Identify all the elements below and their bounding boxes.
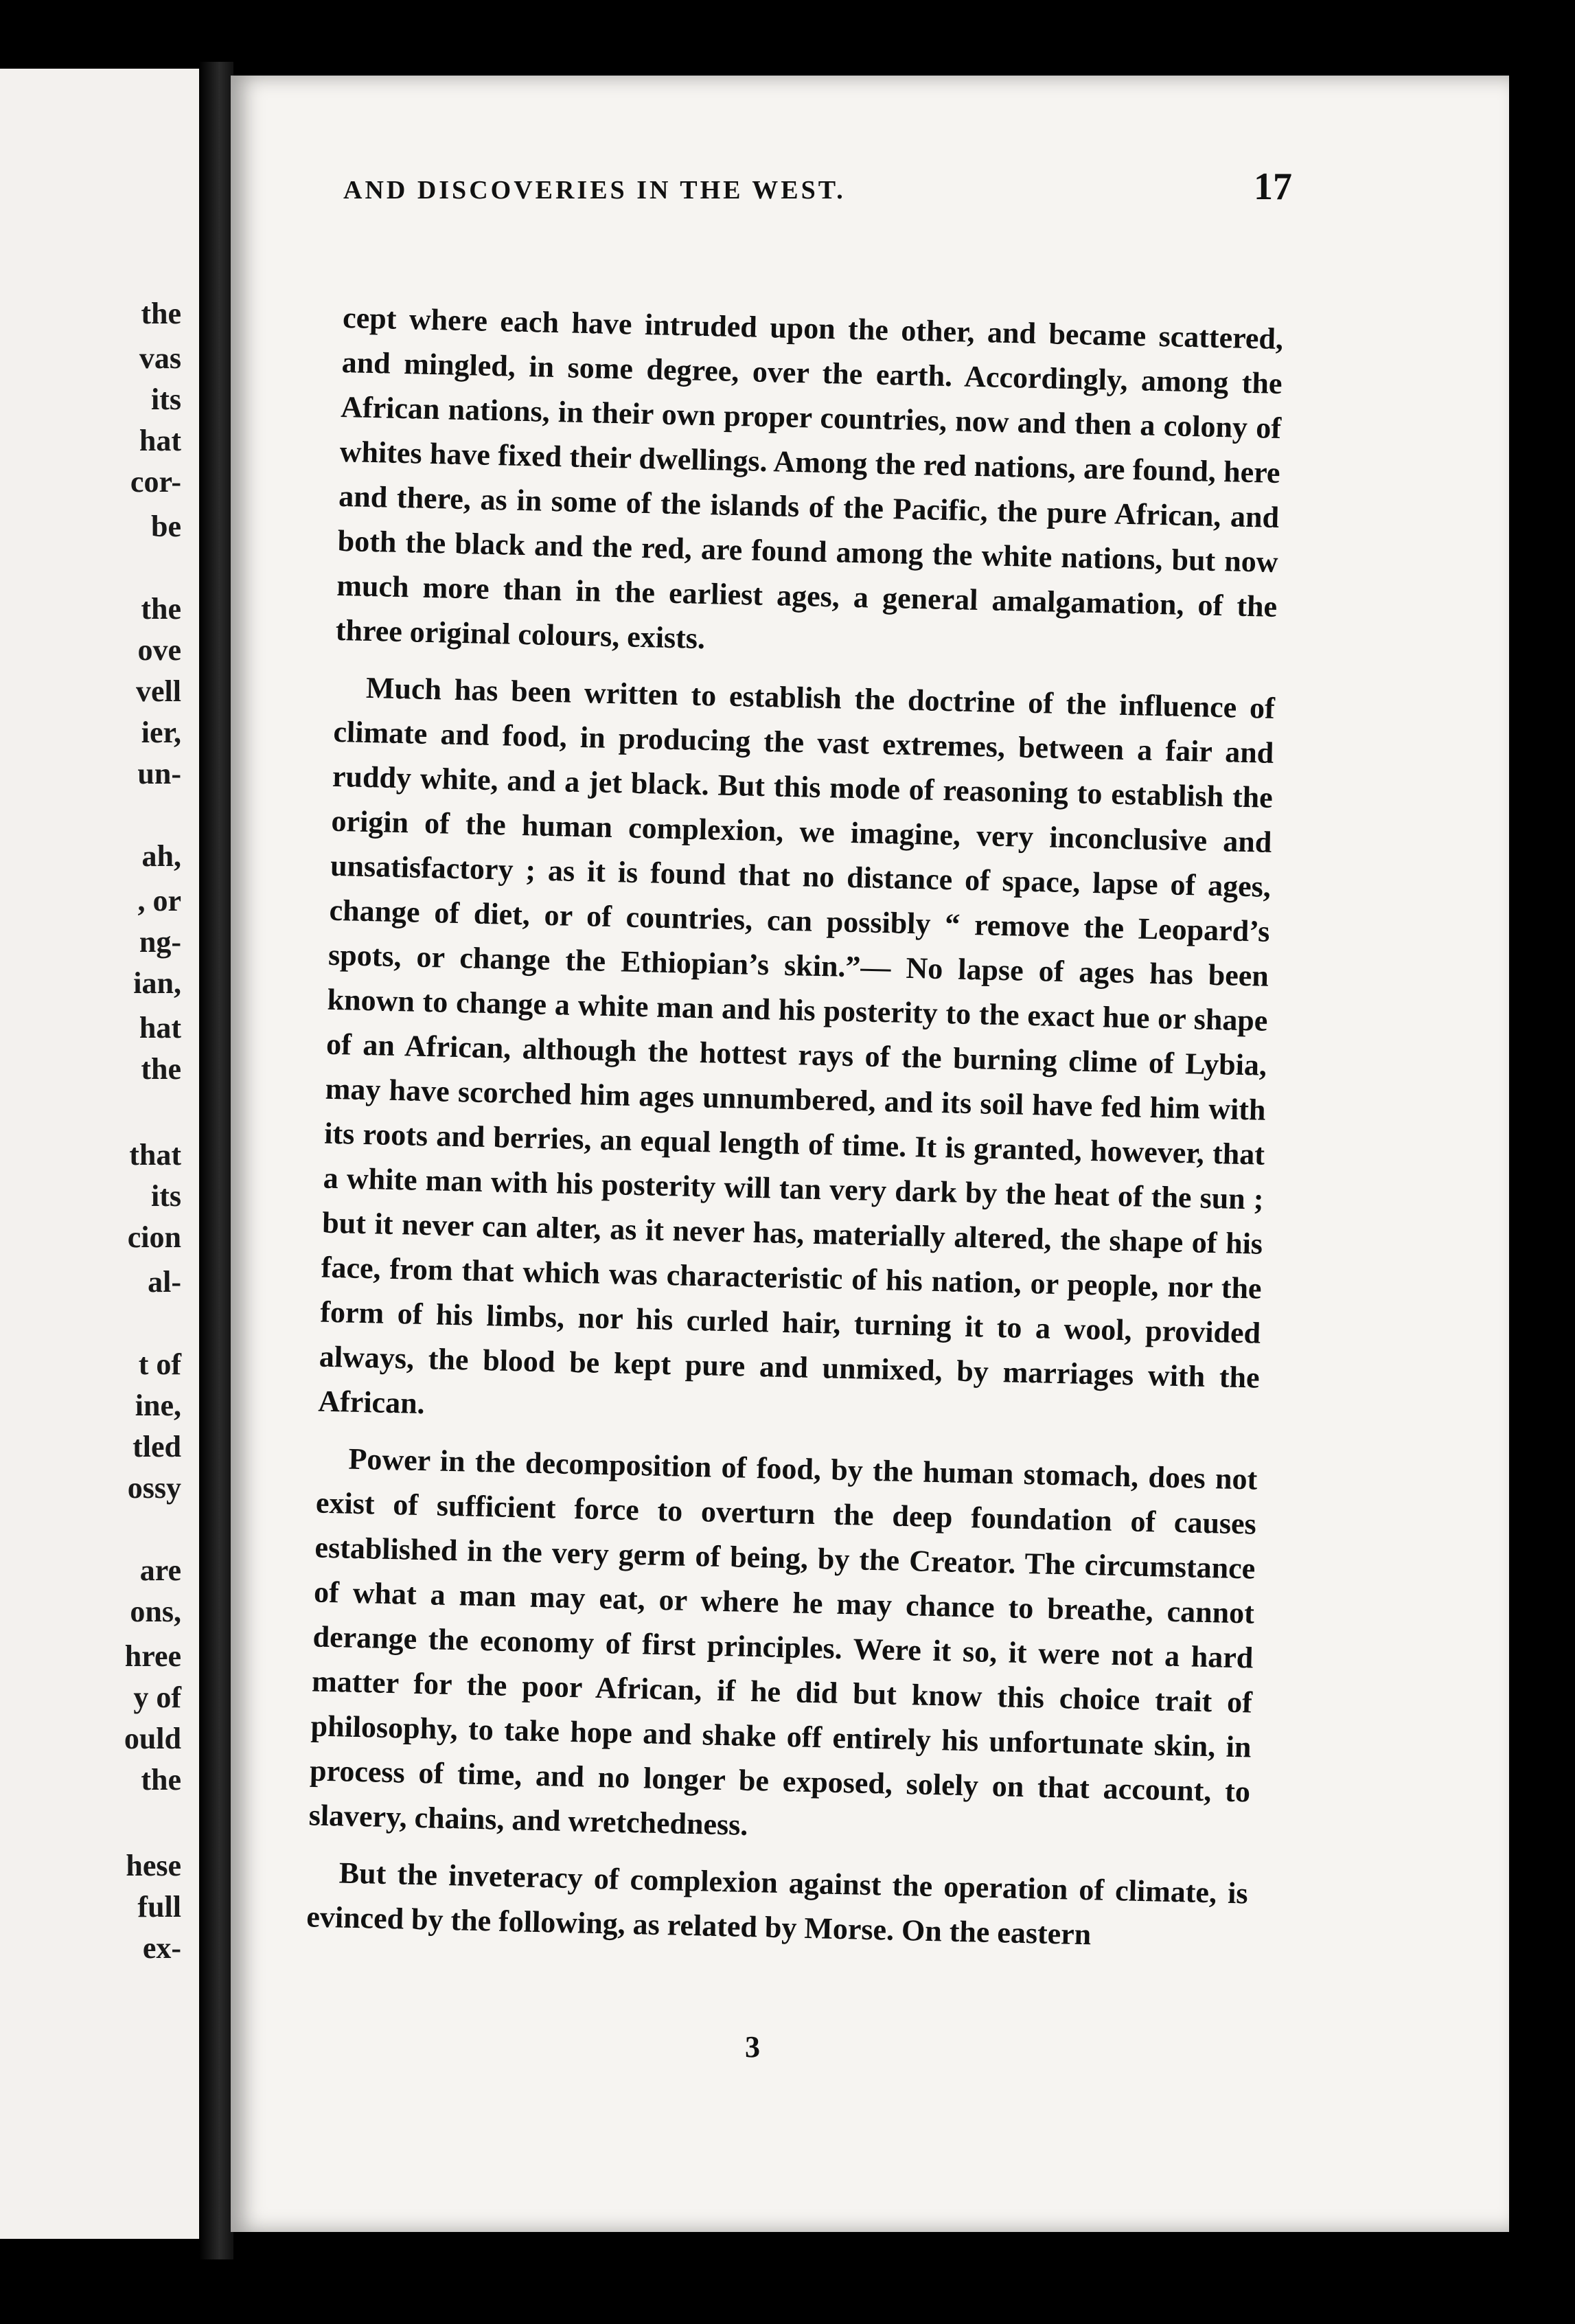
left-fragment: vell xyxy=(136,674,181,708)
signature-mark: 3 xyxy=(745,2030,760,2064)
left-fragment: un- xyxy=(137,757,181,790)
page-number: 17 xyxy=(1254,166,1292,208)
left-fragment: , or xyxy=(137,884,181,918)
left-fragment: be xyxy=(151,510,181,543)
running-head: AND DISCOVERIES IN THE WEST. xyxy=(343,176,846,205)
left-fragment: al- xyxy=(148,1265,181,1299)
left-fragment: the xyxy=(141,592,181,626)
book-spine xyxy=(199,62,233,2259)
left-fragment: the xyxy=(141,1763,181,1797)
left-fragment: cor- xyxy=(130,465,181,499)
left-fragment: ine, xyxy=(135,1389,181,1422)
paragraph: cept where each have intruded upon the other, and became scattered, and mingled, in some degree, over the earth. Accordingly, among the African nations, in their own proper countries, now and then a colony of whites have fixed their dwellings. Among the red nations, are found, here and there, as in some of the islands of the Pacific, the pure African, and both the black and the red, are found among the white nations, but now much more than in the earliest ages, a general amalgamation, of the three original colours, exists. xyxy=(335,300,1284,656)
left-fragment: ah, xyxy=(141,839,181,873)
left-fragment: full xyxy=(137,1890,181,1924)
left-fragment: hat xyxy=(139,1011,181,1045)
left-fragment: ier, xyxy=(141,716,181,749)
body-text xyxy=(306,295,1283,1972)
left-fragment: ossy xyxy=(127,1471,181,1505)
left-fragment: ian, xyxy=(133,966,181,1000)
left-fragment: hat xyxy=(139,424,181,457)
left-fragment: its xyxy=(151,1179,181,1213)
paragraph: Power in the decomposition of food, by the human stomach, does not exist of sufficient force to overturn the deep foundation of causes established in the very germ of being, by the Creator. The circumstance of what a man may eat, or where he may chance to breathe, cannot derange the economy of first principles. Were it so, it were not a hard matter for the poor African, if he did but know this choice trait of philosophy, to take hope and shake off entirely his unfortunate skin, in process of time, and no longer be exposed, solely on that account, to slavery, chains, and wretchedness. xyxy=(308,1442,1258,1842)
paragraph: But the inveteracy of complexion against the operation of climate, is evinced by the following, as related by Morse. On the eastern xyxy=(306,1856,1249,1952)
left-fragment: hese xyxy=(126,1849,181,1882)
left-fragment: ould xyxy=(124,1722,181,1755)
left-fragment: that xyxy=(129,1138,181,1172)
left-fragment: t of xyxy=(138,1347,181,1381)
left-fragment: y of xyxy=(133,1681,181,1714)
left-fragment: the xyxy=(141,1052,181,1086)
left-fragment: are xyxy=(139,1553,181,1587)
left-fragment: tled xyxy=(133,1430,181,1463)
left-fragment: ng- xyxy=(139,925,181,959)
paragraph: Much has been written to establish the doctrine of the influence of climate and food, in producing the vast extremes, between a fair and ruddy white, and a jet black. But this mode of reasoning to establish the origin of the human complexion, we imagine, very inconclusive and unsatisfactory ; as it is found that no distance of space, lapse of ages, change of diet, or of countries, can possibly “ remove the Leopard’s spots, or change the Ethiopian’s skin.”— No lapse of ages has been known to change a white man and his posterity to the exact hue or shape of an African, although the hottest rays of the burning clime of Lybia, may have scorched him ages unnumbered, and its soil have fed him with its roots and berries, an equal length of time. It is granted, however, that a white man with his posterity will tan very dark by the heat of the sun ; but it never can alter, as it never has, materially altered, the shape of his face, from that which was characteristic of his nation, or people, nor the form of his limbs, nor his curled hair, turning it to a wool, provided always, the blood be kept pure and unmixed, by marriages with the African. xyxy=(317,670,1276,1421)
left-fragment: vas xyxy=(139,341,181,375)
left-fragment: ex- xyxy=(142,1931,181,1965)
left-fragment: hree xyxy=(124,1639,181,1673)
left-fragment: the xyxy=(141,297,181,330)
left-fragment: ove xyxy=(137,633,181,667)
left-page-edge xyxy=(0,69,199,2239)
left-fragment: its xyxy=(151,383,181,416)
left-fragment: cion xyxy=(127,1220,181,1254)
left-fragment: ons, xyxy=(130,1595,181,1628)
